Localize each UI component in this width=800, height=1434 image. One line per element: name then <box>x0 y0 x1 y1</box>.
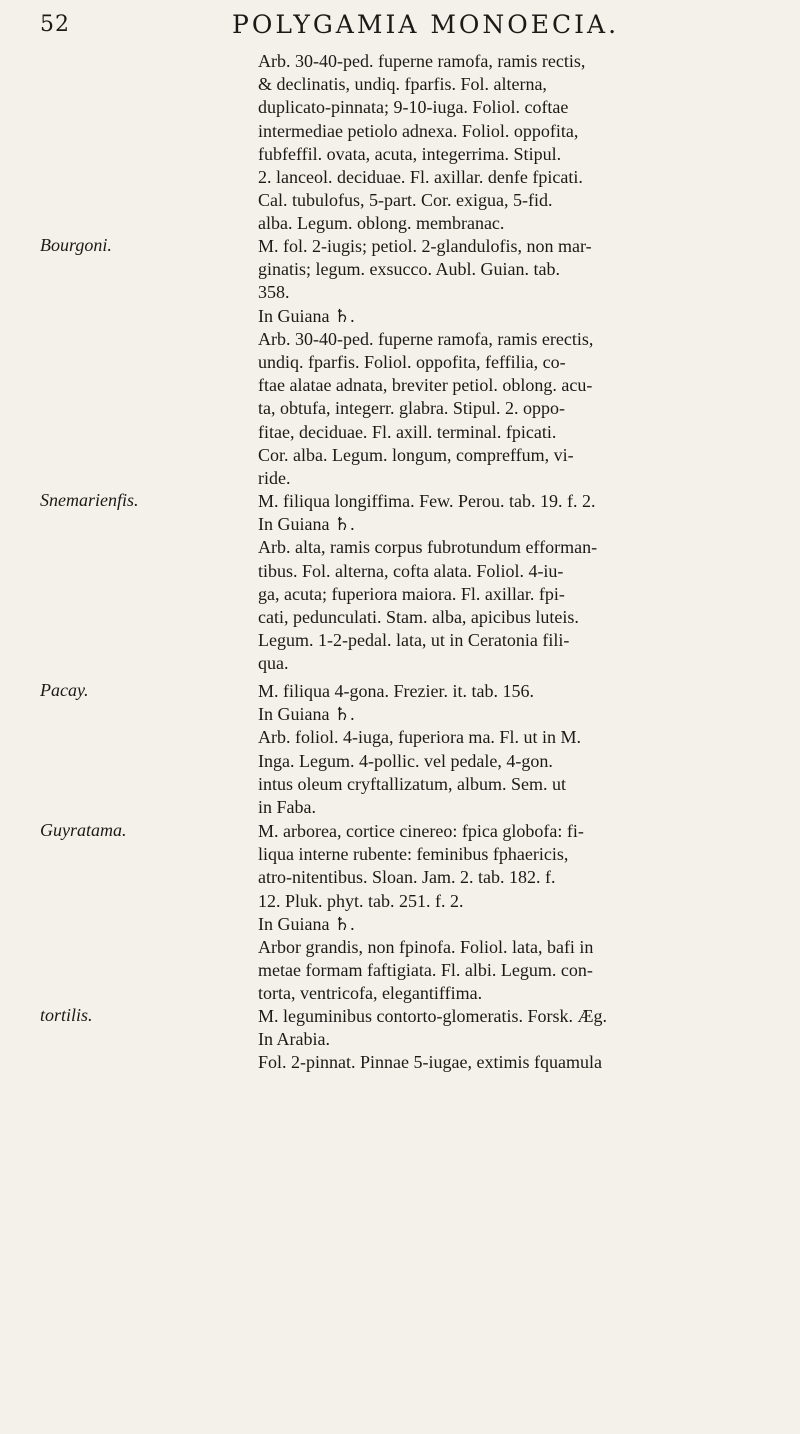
text-line: Legum. 1-2-pedal. lata, ut in Ceratonia fili- <box>258 630 570 651</box>
text-line: ride. <box>258 467 291 488</box>
entry-text <box>258 50 778 236</box>
text-line: fitae, deciduae. Fl. axill. terminal. fpicati. <box>258 421 557 442</box>
text-line: intus oleum cryftallizatum, album. Sem. ut <box>258 773 566 794</box>
page-number: 52 <box>40 12 70 37</box>
text-line: In Guiana ♄. <box>258 305 355 326</box>
text-line: fubfeffil. ovata, acuta, integerrima. Stipul. <box>258 143 562 164</box>
text-line: In Guiana ♄. <box>258 704 355 725</box>
text-line: ga, acuta; fuperiora maiora. Fl. axillar. fpi- <box>258 583 565 604</box>
text-line: tibus. Fol. alterna, cofta alata. Foliol. 4-iu- <box>258 560 564 581</box>
page-header <box>0 8 800 48</box>
text-line: In Guiana ♄. <box>258 514 355 535</box>
text-line: Inga. Legum. 4-pollic. vel pedale, 4-gon. <box>258 750 553 771</box>
entry-text <box>258 820 778 1006</box>
species-margin-name: Pacay. <box>40 680 89 700</box>
text-line: ta, obtufa, integerr. glabra. Stipul. 2. oppo- <box>258 398 565 419</box>
text-line: M. fol. 2-iugis; petiol. 2-glandulofis, non mar- <box>258 236 592 256</box>
text-line: M. arborea, cortice cinereo: fpica globofa: fi- <box>258 821 584 841</box>
species-margin-name: Snemarienfis. <box>40 490 139 510</box>
text-line: M. filiqua 4-gona. Frezier. it. tab. 156. <box>258 681 534 701</box>
text-line: atro-nitentibus. Sloan. Jam. 2. tab. 182. f. <box>258 867 556 888</box>
species-margin-name: tortilis. <box>40 1005 93 1025</box>
text-line: duplicato-pinnata; 9-10-iuga. Foliol. coftae <box>258 97 569 118</box>
text-line: 12. Pluk. phyt. tab. 251. f. 2. <box>258 890 464 911</box>
text-line: qua. <box>258 653 289 674</box>
text-line: In Guiana ♄. <box>258 913 355 934</box>
species-margin-name: Guyratama. <box>40 820 127 840</box>
text-line: intermediae petiolo adnexa. Foliol. oppofita, <box>258 120 579 141</box>
text-line: liqua interne rubente: feminibus fphaericis, <box>258 844 569 865</box>
text-line: M. leguminibus contorto-glomeratis. Forsk. Æg. <box>258 1006 607 1026</box>
text-line: Arbor grandis, non fpinofa. Foliol. lata, bafi in <box>258 936 594 957</box>
text-line: & declinatis, undiq. fparfis. Fol. alterna, <box>258 74 547 95</box>
text-line: Fol. 2-pinnat. Pinnae 5-iugae, extimis fquamula <box>258 1052 602 1073</box>
text-line: ftae alatae adnata, breviter petiol. oblong. acu- <box>258 375 593 396</box>
species-margin-name: Bourgoni. <box>40 235 112 255</box>
text-line: Cal. tubulofus, 5-part. Cor. exigua, 5-fid. <box>258 190 553 211</box>
text-line: Arb. alta, ramis corpus fubrotundum efforman- <box>258 537 598 558</box>
text-line: alba. Legum. oblong. membranac. <box>258 213 505 234</box>
entry-text <box>258 235 778 490</box>
text-line: Arb. foliol. 4-iuga, fuperiora ma. Fl. ut in M. <box>258 727 581 748</box>
text-line: metae formam faftigiata. Fl. albi. Legum. con- <box>258 960 593 981</box>
text-line: 358. <box>258 282 290 303</box>
entry-text <box>258 680 778 819</box>
text-line: Arb. 30-40-ped. fuperne ramofa, ramis rectis, <box>258 51 586 71</box>
text-line: Cor. alba. Legum. longum, compreffum, vi- <box>258 444 574 465</box>
text-line: In Arabia. <box>258 1029 330 1050</box>
text-line: M. filiqua longiffima. Few. Perou. tab. 19. f. 2. <box>258 491 596 511</box>
text-line: torta, ventricofa, elegantiffima. <box>258 983 483 1004</box>
text-line: cati, pedunculati. Stam. alba, apicibus luteis. <box>258 606 579 627</box>
text-line: undiq. fparfis. Foliol. oppofita, feffilia, co- <box>258 351 566 372</box>
entry-text <box>258 1005 778 1075</box>
text-line: ginatis; legum. exsucco. Aubl. Guian. tab. <box>258 259 560 280</box>
entry-text <box>258 490 778 676</box>
running-title: POLYGAMIA MONOECIA. <box>232 10 620 39</box>
text-line: Arb. 30-40-ped. fuperne ramofa, ramis erectis, <box>258 328 594 349</box>
text-line: in Faba. <box>258 796 316 817</box>
text-line: 2. lanceol. deciduae. Fl. axillar. denfe fpicati. <box>258 166 583 187</box>
